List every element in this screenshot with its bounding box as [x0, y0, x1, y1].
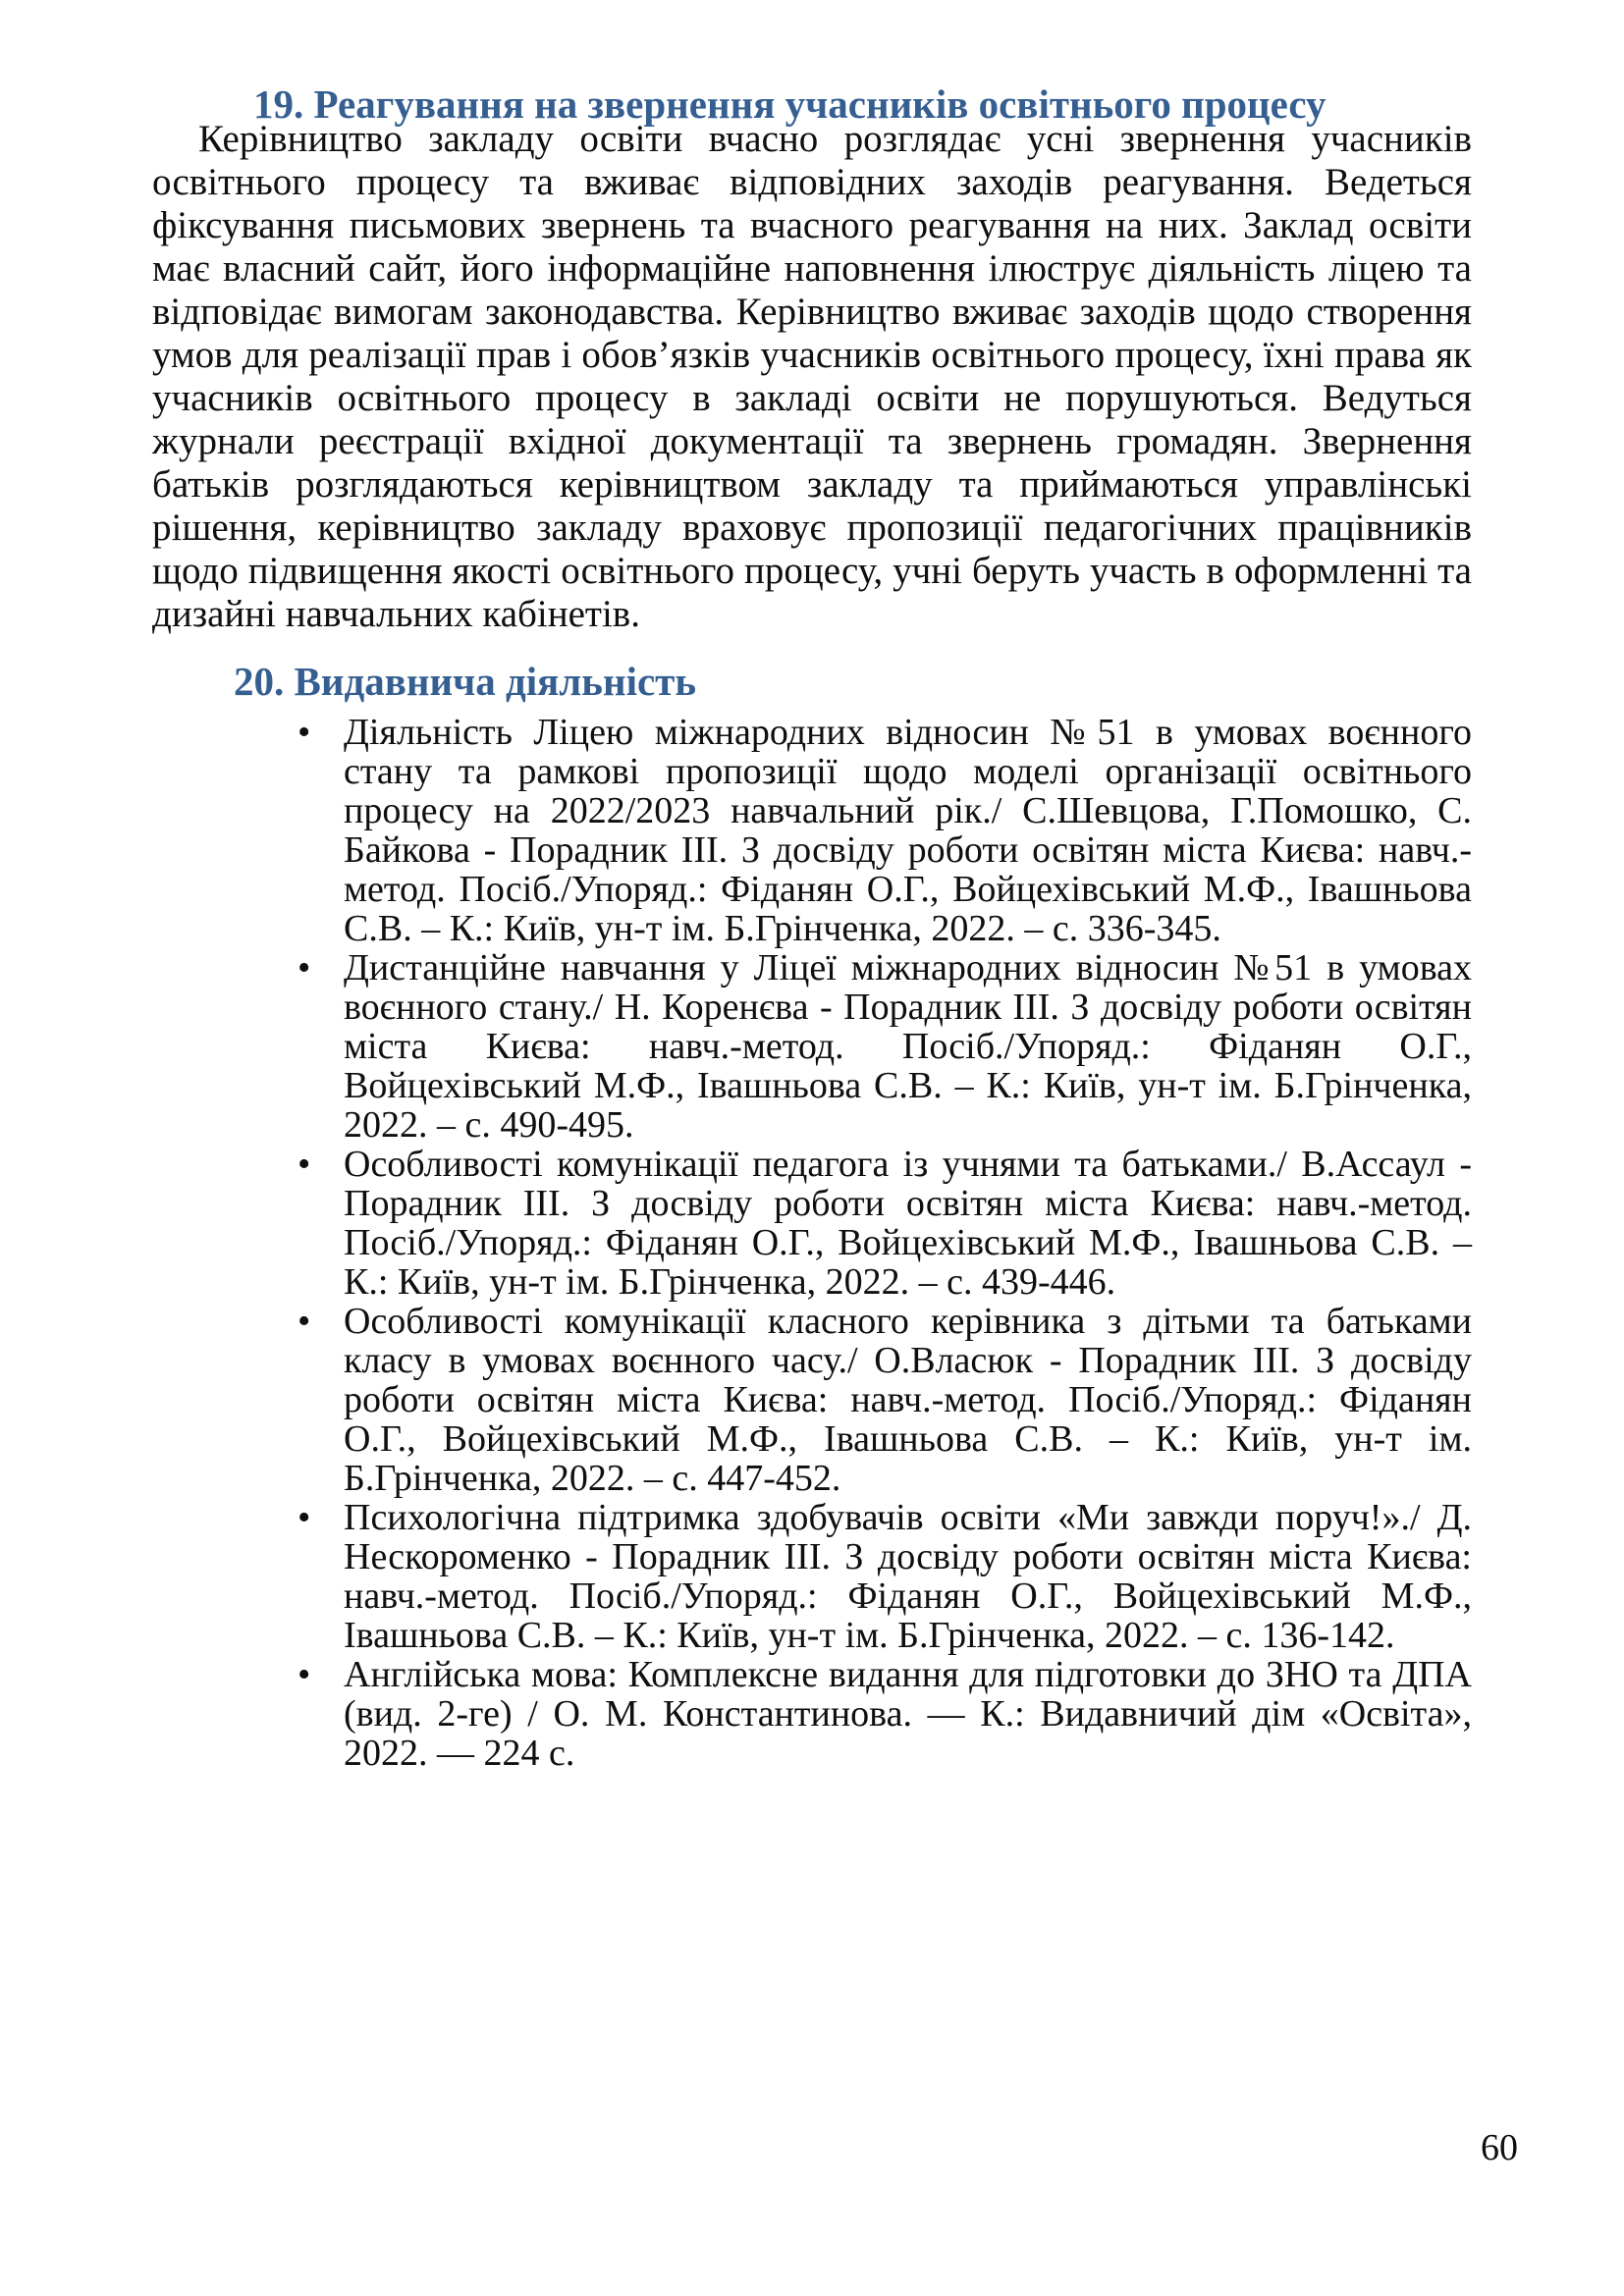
list-item: • Дистанційне навчання у Ліцеї міжнародних відносин №51 в умовах воєнного стану./ Н. Коренєва - Порадник ІІІ. З досвіду роботи освітян міста Києва: навч.-метод. Посіб./Упоряд.: Фіданян О.Г., Войцехівський М.Ф., Івашньова С.В. – К.: Київ, ун-т ім. Б.Грінченка, 2022. – с. 490-495.	[298, 948, 1472, 1145]
list-item: • Діяльність Ліцею міжнародних відносин №51 в умовах воєнного стану та рамкові пропозиції щодо моделі організації освітнього процесу на 2022/2023 навчальний рік./ С.Шевцова, Г.Помошко, С. Байкова - Порадник ІІІ. З досвіду роботи освітян міста Києва: навч.-метод. Посіб./Упоряд.: Фіданян О.Г., Войцехівський М.Ф., Івашньова С.В. – К.: Київ, ун-т ім. Б.Грінченка, 2022. – с. 336-345.	[298, 713, 1472, 948]
section-19-paragraph: Керівництво закладу освіти вчасно розглядає усні звернення учасників освітнього процесу та вживає відповідних заходів реагування. Ведеться фіксування письмових звернень та вчасного реагування на них. Заклад освіти має власний сайт, його інформаційне наповнення ілюструє діяльність ліцею та відповідає вимогам законодавства. Керівництво вживає заходів щодо створення умов для реалізації прав і обов’язків учасників освітнього процесу, їхні права як учасників освітнього процесу в закладі освіти не порушуються. Ведуться журнали реєстрації вхідної документації та звернень громадян. Звернення батьків розглядаються керівництвом закладу та приймаються управлінські рішення, керівництво закладу враховує пропозиції педагогічних працівників щодо підвищення якості освітнього процесу, учні беруть участь в оформленні та дизайні навчальних кабінетів.	[152, 118, 1472, 635]
section-19-heading: 19. Реагування на звернення учасників освітнього процесу	[253, 81, 1326, 127]
page-number: 60	[1481, 2127, 1518, 2168]
list-item: • Англійська мова: Комплексне видання для підготовки до ЗНО та ДПА (вид. 2-ге) / О. М. Константинова. — К.: Видавничий дім «Освіта», 2022. — 224 с.	[298, 1655, 1472, 1773]
list-item: • Особливості комунікації класного керівника з дітьми та батьками класу в умовах воєнного часу./ О.Власюк - Порадник ІІІ. З досвіду роботи освітян міста Києва: навч.-метод. Посіб./Упоряд.: Фіданян О.Г., Войцехівський М.Ф., Івашньова С.В. – К.: Київ, ун-т ім. Б.Грінченка, 2022. – с. 447-452.	[298, 1302, 1472, 1498]
publications-list	[298, 713, 1472, 1773]
section-20-heading: 20. Видавнича діяльність	[234, 659, 696, 704]
list-item: • Особливості комунікації педагога із учнями та батьками./ В.Ассаул - Порадник ІІІ. З досвіду роботи освітян міста Києва: навч.-метод. Посіб./Упоряд.: Фіданян О.Г., Войцехівський М.Ф., Івашньова С.В. – К.: Київ, ун-т ім. Б.Грінченка, 2022. – с. 439-446.	[298, 1145, 1472, 1302]
list-item: • Психологічна підтримка здобувачів освіти «Ми завжди поруч!»./ Д. Нескороменко - Порадник ІІІ. З досвіду роботи освітян міста Києва: навч.-метод. Посіб./Упоряд.: Фіданян О.Г., Войцехівський М.Ф., Івашньова С.В. – К.: Київ, ун-т ім. Б.Грінченка, 2022. – с. 136-142.	[298, 1498, 1472, 1655]
